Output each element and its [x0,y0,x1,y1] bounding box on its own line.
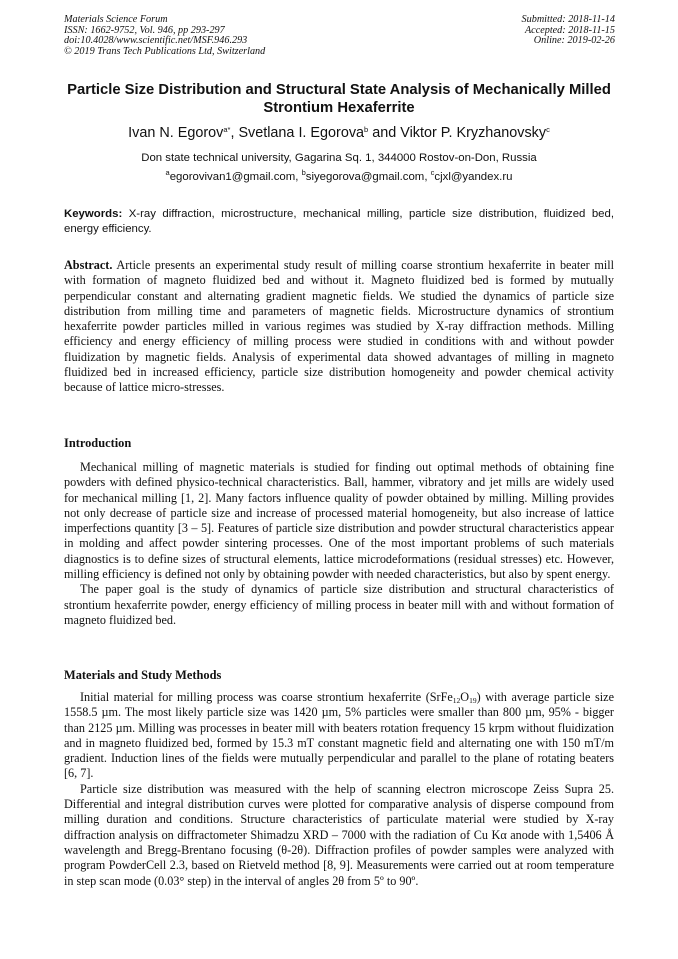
email-list [0,170,678,184]
author-affil-mark: a* [223,125,231,134]
formula-subscript: 19 [469,696,477,705]
journal-issn: ISSN: 1662-9752, Vol. 946, pp 293-297 [64,24,225,36]
methods-text: ) with average particle size 1558.5 µm. The most likely particle size was 1420 µm, 5% particles were smaller than 800 µm, 95% - bigger than 2125 µm. Milling was processes in beater mill with beaters rotation frequency 15 krpm without fluidization and in magneto fluidized bed, formed by 15.3 mT constant magnetic field and alternating one with 150 mT/m gradient. Induction lines of the fields were mutually perpendicular and parallel to the plane of rotating beaters [6, 7]. [64,690,614,781]
methods-text: Initial material for milling process was coarse strontium hexaferrite (SrFe [80,690,453,704]
methods-paragraph: Particle size distribution was measured with the help of scanning electron microscope Zeiss Supra 25. Differential and integral distribution curves were plotted for comparative analysis of disperse compound from milling duration and conditions. Structure characteristics of particulate material were studied by X-ray diffraction analysis on diffractometer Shimadzu XRD – 7000 with the radiation of Cu Kα anode with 1,5406 Å wavelength and Bregg-Brentano focusing (θ-2θ). Diffraction profiles of powder samples were analyzed with program PowderCell 2.3, based on Rietveld method [8, 9]. Measurements were carried out at room temperature in step scan mode (0.03° step) in the interval of angles 2θ from 5º to 90º. [64,781,614,888]
paper-title: Particle Size Distribution and Structural State Analysis of Mechanically Milled Strontium Hexaferrite [67,82,611,116]
methods-heading: Materials and Study Methods [64,668,222,682]
submitted-date: Submitted: 2018-11-14 [521,14,615,25]
introduction-heading: Introduction [64,436,132,450]
author-separator: and [368,125,401,141]
submission-dates [522,15,615,47]
introduction-body [64,460,614,628]
introduction-paragraph: The paper goal is the study of dynamics of particle size distribution and structural characteristics of strontium hexaferrite powder, energy efficiency of milling process in beater mill with and without formation of magneto fluidized bed. [64,582,614,627]
abstract-text: Article presents an experimental study result of milling coarse strontium hexaferrite in beater mill with formation of magneto fluidized bed and without it. Magneto fluidized bed is formed by mutually perpendicular constant and alternating gradient magnetic fields. We studied the dynamics of particle size distribution from milling time and parameters of magnetic fields. Microstructure dynamics of strontium hexaferrite powder particles milled in various regimes was studied by X-ray diffraction methods. Milling efficiency and energy efficiency of milling process were studied in conditions with and without powder fluidization by magnetic fields. Analysis of experimental data showed advantages of milling in magneto fluidized bed in increased efficiency, particle size distribution homogeneity and powder chemical activity because of lattice micro-stresses. [64,258,615,395]
email-link[interactable]: egorovivan1@gmail.com [169,171,296,183]
email-mark: c [430,168,435,177]
abstract-paragraph [64,258,614,396]
journal-info [64,15,265,57]
abstract [64,258,614,396]
email-link[interactable]: cjxl@yandex.ru [434,171,513,183]
author-affil-mark: b [364,125,369,134]
email-mark: b [301,168,306,177]
author-name: Viktor P. Kryzhanovsky [400,125,547,141]
journal-copyright: © 2019 Trans Tech Publications Ltd, Switzerland [64,45,266,57]
author-name: Ivan N. Egorov [128,125,224,141]
introduction-paragraph: Mechanical milling of magnetic materials is studied for finding out optimal methods of obtaining fine powders with defined physico-technical characteristics. Ball, hammer, vibratory and jet mills are widely used for mechanical milling [1, 2]. Many factors influence quality of powder obtained by milling. Milling provides not only decrease of particle size and increase of processed material homogeneity, but also increase of lattice imperfections quantity [3 – 5]. Features of particle size distribution and powder structural characteristics appear in molding and affect powder sintering processes. One of the most important problems of such materials diagnostics is to define sizes of structural elements, lattice microdeformations (residual stresses) etc. However, milling efficiency is defined not only by obtaining powder with needed characteristics, but also by spent energy. [64,460,614,582]
accepted-date: Accepted: 2018-11-15 [524,24,615,36]
methods-body [64,690,614,889]
author-affil-mark: c [546,125,550,134]
author-separator: , [230,125,239,141]
author-name: Svetlana I. Egorova [238,125,365,141]
author-list [0,124,678,142]
affiliation: Don state technical university, Gagarina Sq. 1, 344000 Rostov-on-Don, Russia [141,152,537,164]
email-separator: , [295,171,302,183]
formula-subscript: 12 [452,696,461,705]
journal-name: Materials Science Forum [64,14,168,25]
keywords [64,207,614,237]
online-date: Online: 2019-02-26 [533,35,615,47]
email-link[interactable]: siyegorova@gmail.com [305,171,425,183]
abstract-label: Abstract. [64,258,113,272]
keywords-label: Keywords: [64,208,123,220]
email-mark: a [165,168,170,177]
journal-doi: doi:10.4028/www.scientific.net/MSF.946.293 [64,35,248,47]
methods-text: O [460,690,470,704]
methods-paragraph [64,690,614,782]
email-separator: , [424,171,431,183]
keywords-text: X-ray diffraction, microstructure, mechanical milling, particle size distribution, fluidized bed, energy efficiency. [64,208,614,235]
